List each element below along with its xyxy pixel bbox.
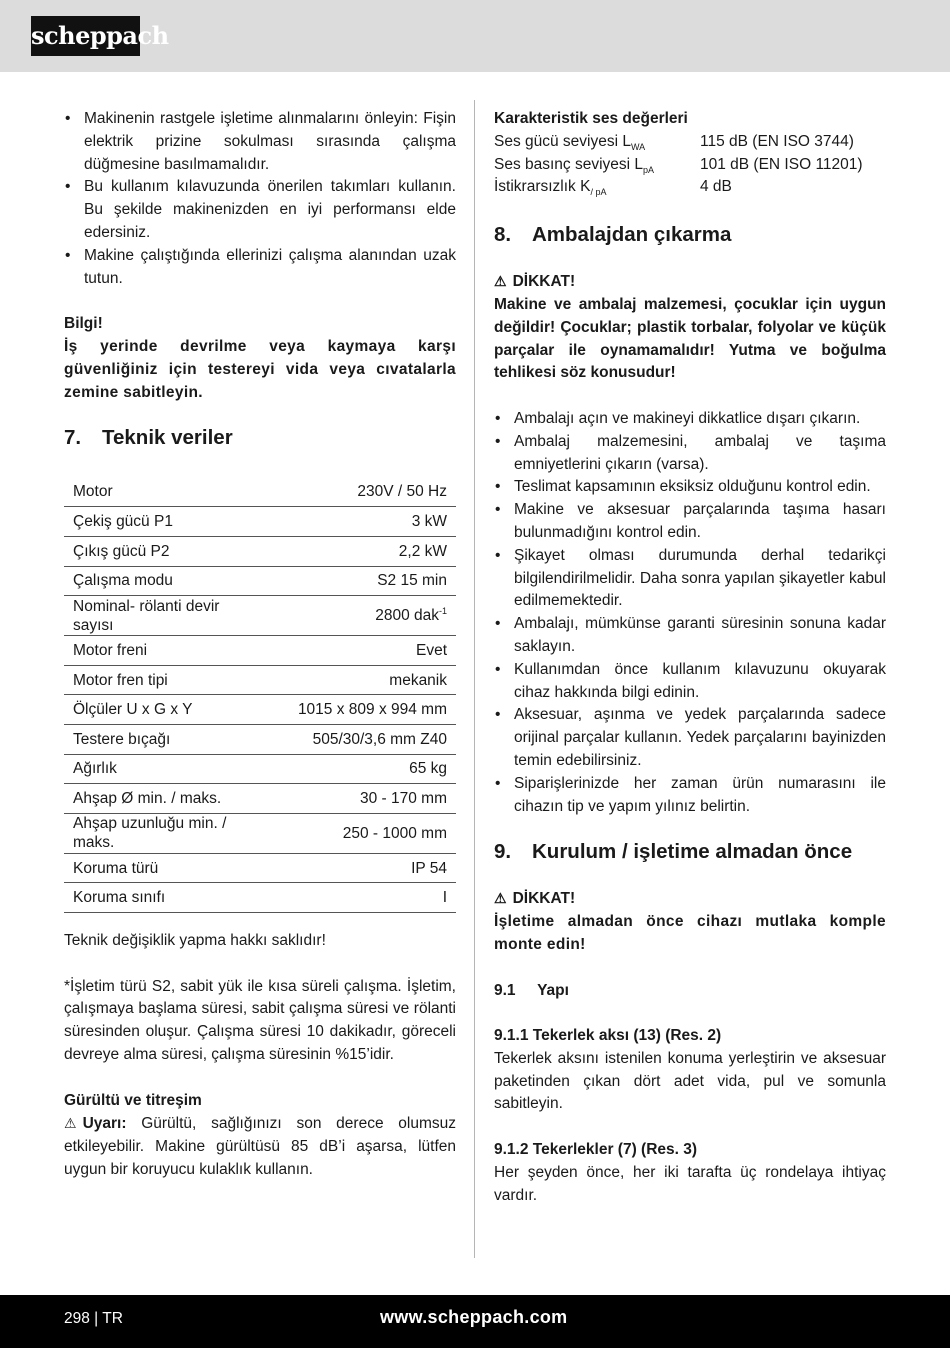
right-column: [494, 108, 886, 1207]
list-item: • Kullanımdan önce kullanım kılavuzunu okuyarak cihaz hakkında bilgi edinin.: [494, 659, 886, 705]
spec-label: Koruma türü: [64, 853, 254, 883]
spec-label: Koruma sınıfı: [64, 883, 254, 913]
table-row: [64, 725, 456, 755]
column-divider: [474, 100, 475, 1258]
spec-label: Çalışma modu: [64, 566, 254, 596]
left-column: [64, 108, 456, 1182]
scheppach-logo: scheppach: [31, 16, 140, 56]
spec-label: Ahşap uzunluğu min. / maks.: [64, 813, 254, 853]
spec-value: 65 kg: [254, 754, 456, 784]
spec-value: 3 kW: [254, 507, 456, 537]
table-row: [64, 813, 456, 853]
list-item: • Ambalajı, mümkünse garanti süresinin sonuna kadar saklayın.: [494, 613, 886, 659]
subsection-9-1-1-text: Tekerlek aksını istenilen konuma yerleştirin ve aksesuar paketinden çıkan dört adet vida, pul ve somunla sabitleyin.: [494, 1049, 886, 1113]
warning-triangle-icon: ⚠: [64, 1115, 77, 1132]
warning-title: ⚠ DİKKAT!: [494, 887, 886, 911]
unpacking-bullet-list: [494, 408, 886, 818]
section-8-heading: 8. Ambalajdan çıkarma: [494, 223, 732, 247]
spec-value: Evet: [254, 636, 456, 666]
section-7-heading: 7. Teknik veriler: [64, 426, 233, 450]
spec-value: 2800 dak$^{-1}$: [254, 596, 456, 636]
list-item: • Teslimat kapsamının eksiksiz olduğunu kontrol edin.: [494, 476, 886, 499]
table-row: [64, 665, 456, 695]
spec-label: Ölçüler U x G x Y: [64, 695, 254, 725]
spec-value: 250 - 1000 mm: [254, 813, 456, 853]
spec-value: S2 15 min: [254, 566, 456, 596]
warning-text: Makine ve ambalaj malzemesi, çocuklar için uygun değildir! Çocuklar; plastik torbalar, folyolar ve küçük parçalar ile oynamamalıdır! Yutma ve boğulma tehlikesi söz konusudur!: [494, 295, 886, 382]
info-text: İş yerinde devrilme veya kaymaya karşı güvenliğiniz için testereyi vida veya cıvatalarla zemine sabitleyin.: [64, 337, 456, 401]
table-row: [64, 636, 456, 666]
table-row: [64, 537, 456, 567]
sound-row: Ses gücü seviyesi $L_{WA}$ 115 dB (EN ISO 3744): [494, 132, 854, 152]
list-item: • Bu kullanım kılavuzunda önerilen takımları kullanın. Bu şekilde makinenizden en iyi performansı elde edersiniz.: [64, 176, 456, 244]
sound-row: İstikrarsızlık $K_{/ pA}$ 4 dB: [494, 178, 732, 198]
list-item: • Ambalaj malzemesini, ambalaj ve taşıma emniyetlerini çıkarın (varsa).: [494, 431, 886, 477]
table-row: [64, 507, 456, 537]
spec-value: 505/30/3,6 mm Z40: [254, 725, 456, 755]
warning-triangle-icon: ⚠: [494, 273, 507, 290]
subsection-9-1: 9.1 Yapı: [494, 981, 569, 999]
spec-label: Motor freni: [64, 636, 254, 666]
footer-bar: [0, 1295, 950, 1348]
safety-bullet-list: [64, 108, 456, 290]
sound-title: Karakteristik ses değerleri: [494, 110, 688, 127]
subsection-9-1-2-title: 9.1.2 Tekerlekler (7) (Res. 3): [494, 1141, 698, 1159]
spec-value: 30 - 170 mm: [254, 784, 456, 814]
subsection-9-1-2-text: Her şeyden önce, her iki tarafta üç rondelaya ihtiyaç vardır.: [494, 1163, 886, 1204]
section-9-heading: 9. Kurulum / işletime almadan önce: [494, 840, 853, 864]
spec-label: Testere bıçağı: [64, 725, 254, 755]
warning-title: ⚠ DİKKAT!: [494, 270, 886, 294]
page-number: 298 | TR: [64, 1310, 123, 1327]
spec-value: 2,2 kW: [254, 537, 456, 567]
website-link[interactable]: www.scheppach.com: [380, 1307, 568, 1327]
sound-row: Ses basınç seviyesi $L_{pA}$ 101 dB (EN ISO 11201): [494, 155, 863, 175]
warning-triangle-icon: ⚠: [494, 890, 507, 907]
list-item: • Makine ve aksesuar parçalarında taşıma hasarı bulunmadığını kontrol edin.: [494, 499, 886, 545]
spec-value: I: [254, 883, 456, 913]
spec-label: Çekiş gücü P1: [64, 507, 254, 537]
table-row: [64, 883, 456, 913]
noise-title: Gürültü ve titreşim: [64, 1091, 202, 1109]
spec-label: Çıkış gücü P2: [64, 537, 254, 567]
spec-label: Nominal- rölanti devir sayısı: [64, 596, 254, 636]
list-item: • Şikayet olması durumunda derhal tedarikçi bilgilendirilmelidir. Daha sonra yapılan şikayetler kabul edilmemektedir.: [494, 545, 886, 613]
list-item: • Makine çalıştığında ellerinizi çalışma alanından uzak tutun.: [64, 245, 456, 291]
list-item: • Ambalajı açın ve makineyi dikkatlice dışarı çıkarın.: [494, 408, 886, 431]
table-row: [64, 566, 456, 596]
table-row: [64, 754, 456, 784]
list-item: • Siparişlerinizde her zaman ürün numarasını ile cihazın tip ve yapım yılınız belirtin.: [494, 773, 886, 819]
table-row: [64, 477, 456, 507]
reserve-note: Teknik değişiklik yapma hakkı saklıdır!: [64, 931, 326, 949]
warning-text: İşletime almadan önce cihazı mutlaka komple monte edin!: [494, 913, 886, 953]
list-item: • Aksesuar, aşınma ve yedek parçalarında sadece orijinal parçalar kullanın. Yedek parçalarını bayinizden temin edebilirsiniz.: [494, 704, 886, 772]
spec-table: [64, 477, 456, 913]
list-item: • Makinenin rastgele işletime alınmalarını önleyin: Fişin elektrik prizine sokulması sırasında çalışma düğmesine basılmamalıdır.: [64, 108, 456, 176]
spec-value: 1015 x 809 x 994 mm: [254, 695, 456, 725]
header-band: [0, 0, 950, 72]
table-row: [64, 695, 456, 725]
spec-label: Ahşap Ø min. / maks.: [64, 784, 254, 814]
spec-value: mekanik: [254, 665, 456, 695]
spec-label: Motor fren tipi: [64, 665, 254, 695]
noise-warning: ⚠ Uyarı: Gürültü, sağlığınızı son derece olumsuz etkileyebilir. Makine gürültüsü 85 dB’i aşarsa, lütfen uygun bir koruyucu kulaklık kullanın.: [64, 1112, 456, 1181]
spec-value: IP 54: [254, 853, 456, 883]
table-row: [64, 784, 456, 814]
info-title: Bilgi!: [64, 315, 103, 333]
table-row: [64, 596, 456, 636]
spec-value: 230V / 50 Hz: [254, 477, 456, 507]
table-row: [64, 853, 456, 883]
spec-label: Motor: [64, 477, 254, 507]
spec-label: Ağırlık: [64, 754, 254, 784]
s2-note: *İşletim türü S2, sabit yük ile kısa süreli çalışma. İşletim, çalışmaya başlama süresi, sabit çalışma süresi ve rölanti süresinden oluşur. Çalışma süresi 10 dakikadır, göreceli devreye alma süresi, çalışma süresinin %15’idir.: [64, 977, 456, 1063]
subsection-9-1-1-title: 9.1.1 Tekerlek aksı (13) (Res. 2): [494, 1027, 722, 1045]
